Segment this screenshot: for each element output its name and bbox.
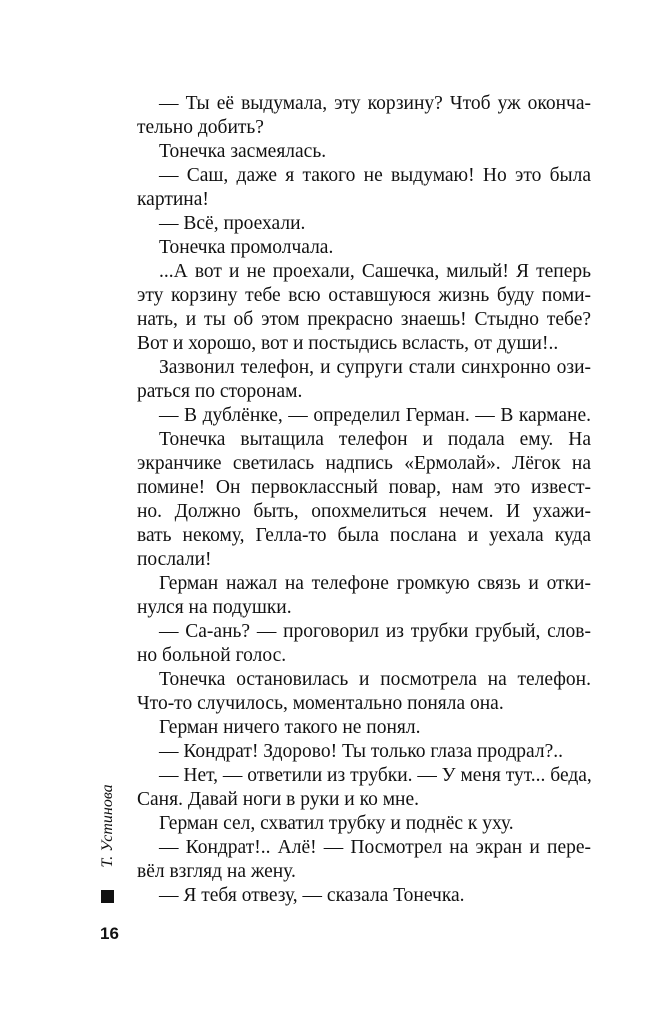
text-line: — Ты её выдумала, эту корзину? Чтоб уж оконча-	[159, 93, 591, 114]
text-line: — Са-ань? — проговорил из трубки грубый, слов-	[159, 621, 591, 642]
text-line: картина!	[137, 189, 209, 210]
body-text	[137, 92, 591, 908]
text-line: вёл взгляд на жену.	[137, 861, 296, 882]
text-line: — Я тебя отвезу, — сказала Тонечка.	[159, 885, 465, 906]
text-line: эту корзину тебе всю оставшуюся жизнь буду поми-	[137, 285, 591, 306]
text-line: Тонечка вытащила телефон и подала ему. На	[159, 429, 591, 450]
text-line: помине! Он первоклассный повар, нам это извест-	[137, 477, 591, 498]
text-line: ...А вот и не проехали, Сашечка, милый! Я теперь	[159, 261, 591, 282]
text-line: Зазвонил телефон, и супруги стали синхронно ози-	[159, 357, 591, 378]
text-line: Герман нажал на телефоне громкую связь и отки-	[159, 573, 591, 594]
text-line: Тонечка остановилась и посмотрела на телефон.	[159, 669, 591, 690]
text-line: тельно добить?	[137, 117, 264, 138]
text-line: Тонечка промолчала.	[159, 237, 334, 258]
page-number: 16	[100, 924, 119, 943]
text-line: Саня. Давай ноги в руки и ко мне.	[137, 789, 420, 810]
text-line: — Саш, даже я такого не выдумаю! Но это была	[159, 165, 591, 186]
running-header	[96, 770, 120, 882]
text-line: раться по сторонам.	[137, 381, 303, 402]
text-line: вать некому, Гелла-то была послана и уехала куда	[137, 525, 591, 546]
text-line: Тонечка засмеялась.	[159, 141, 327, 162]
text-line: — В дублёнке, — определил Герман. — В кармане.	[159, 405, 591, 426]
square-marker-icon	[101, 890, 114, 903]
text-line: экранчике светилась надпись «Ермолай». Лёгок на	[137, 453, 591, 474]
text-line: но. Должно быть, опохмелиться нечем. И ухажи-	[137, 501, 591, 522]
text-line: послали!	[137, 549, 212, 570]
text-line: Вот и хорошо, вот и постыдись всласть, от души!..	[137, 333, 559, 354]
text-line: Что-то случилось, моментально поняла она.	[137, 693, 504, 714]
text-line: Герман ничего такого не понял.	[159, 717, 421, 738]
text-line: — Всё, проехали.	[159, 213, 306, 234]
text-line: но больной голос.	[137, 645, 287, 666]
text-line: — Кондрат!.. Алё! — Посмотрел на экран и пере-	[159, 837, 591, 858]
text-line: нать, и ты об этом прекрасно знаешь! Стыдно тебе?	[137, 309, 591, 330]
author-name: Т. Устинова	[99, 784, 116, 868]
text-line: нулся на подушки.	[137, 597, 292, 618]
text-line: — Нет, — ответили из трубки. — У меня тут... беда,	[159, 765, 592, 786]
text-line: Герман сел, схватил трубку и поднёс к уху.	[159, 813, 514, 834]
text-line: — Кондрат! Здорово! Ты только глаза продрал?..	[159, 741, 563, 762]
